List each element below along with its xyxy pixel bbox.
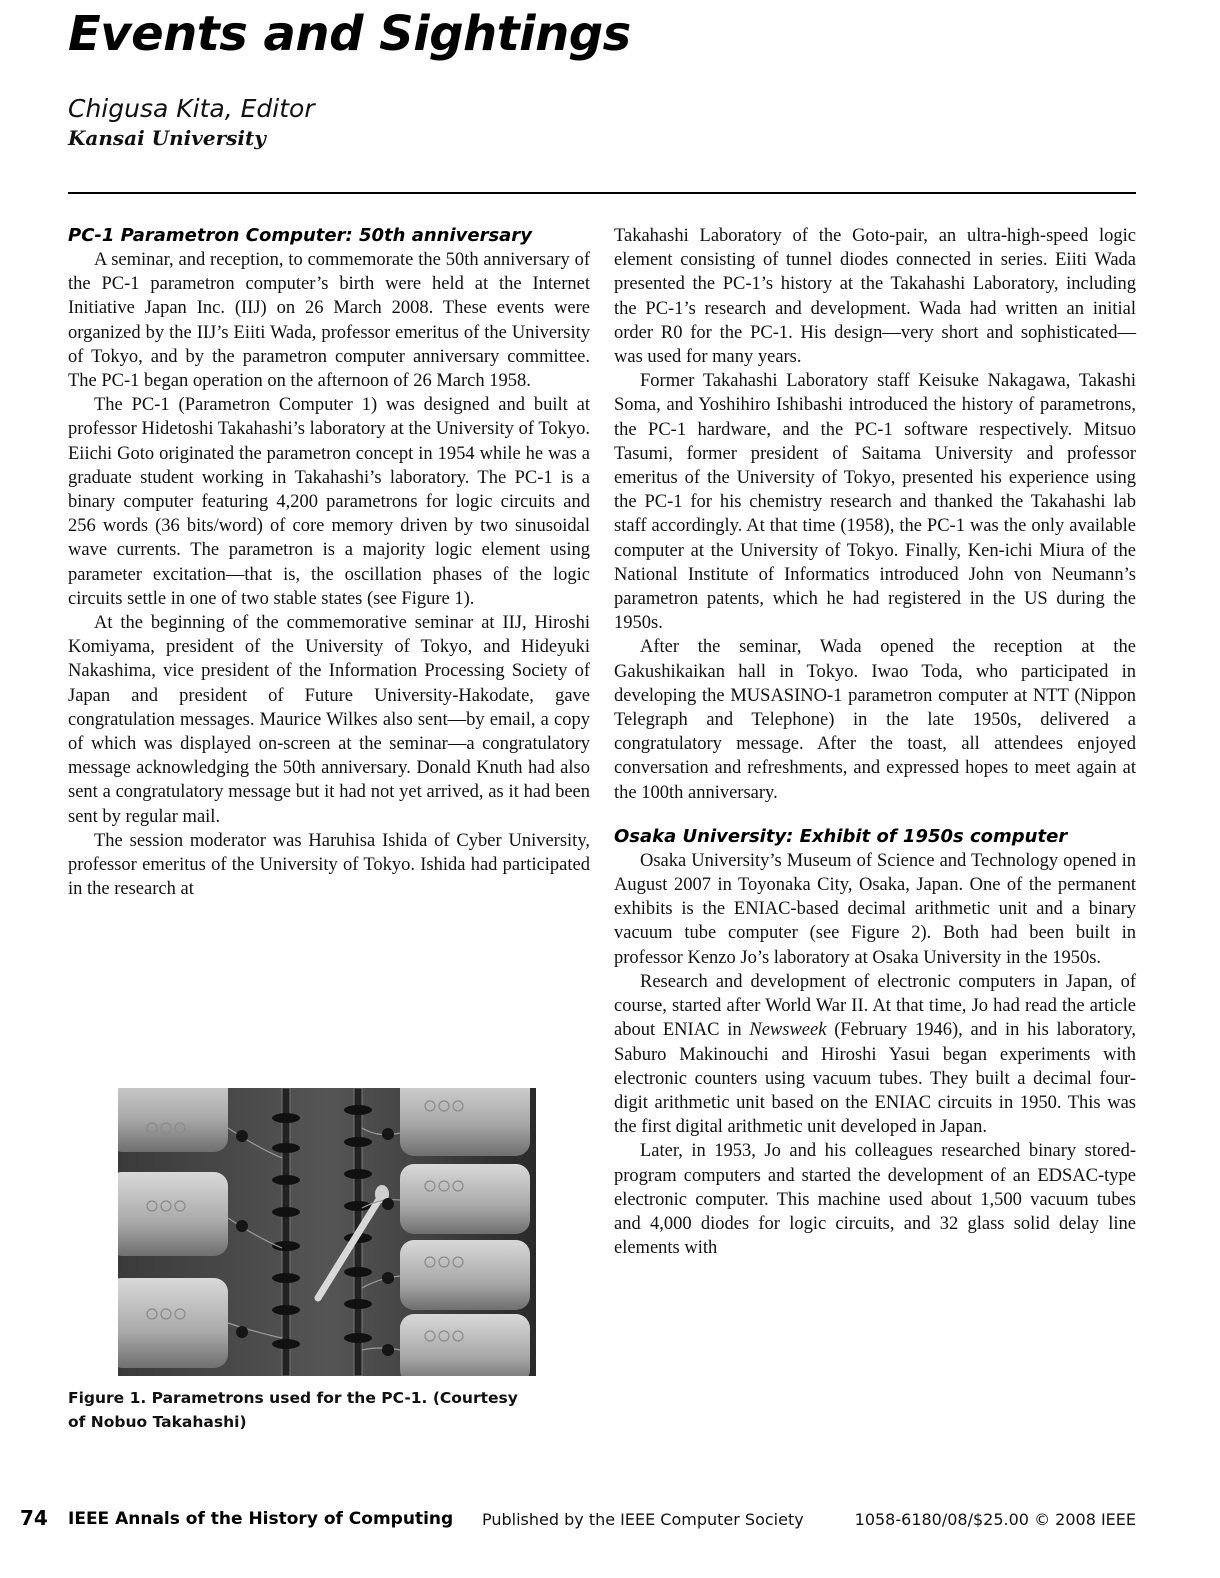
article-title-pc1: PC-1 Parametron Computer: 50th anniversary (68, 225, 532, 246)
section-title: Events and Sightings (68, 6, 631, 62)
article-title-osaka: Osaka University: Exhibit of 1950s computer (614, 825, 1068, 847)
paragraph (614, 970, 1136, 1139)
parametron-photo (118, 1088, 536, 1376)
paragraph: Former Takahashi Laboratory staff Keisuke Nakagawa, Takashi Soma, and Yoshihiro Ishibashi introduced the history of parametrons, the PC-1 hardware, and the PC-1 software respectively. Mitsuo Tasumi, former president of Saitama University and professor emeritus of the University of Tokyo, presented his experience using the PC-1 for his chemistry research and thanked the Takahashi lab staff accordingly. At that time (1958), the PC-1 was the only available computer at the University of Tokyo. Finally, Ken-ichi Miura of the National Institute of Informatics introduced John von Neumann’s parametron patents, which he had registered in the US during the 1950s. (614, 371, 1136, 634)
paragraph: The PC-1 (Parametron Computer 1) was designed and built at professor Hidetoshi Takahashi’s laboratory at the University of Tokyo. Eiichi Goto originated the parametron concept in 1954 while he was a graduate student working in Takahashi’s laboratory. The PC-1 is a binary computer featuring 4,200 parametrons for logic circuits and 256 words (36 bits/word) of core memory driven by two sinusoidal wave currents. The parametron is a majority logic element using parameter excitation—that is, the oscillation phases of the logic circuits settle in one of two stable states (see Figure 1). (68, 395, 590, 609)
page-number: 74 (20, 1506, 48, 1530)
text-run: Research and development of electronic computers in Japan, of course, started after World War II. At that time, Jo had read the article about ENIAC in (614, 971, 1136, 1041)
figure-1-caption: Figure 1. Parametrons used for the PC-1. (Courtesy of Nobuo Takahashi) (68, 1389, 518, 1431)
journal-name: IEEE Annals of the History of Computing (68, 1509, 454, 1529)
header-rule (68, 192, 1136, 194)
paragraph: At the beginning of the commemorative seminar at IIJ, Hiroshi Komiyama, president of the University of Tokyo, and Hideyuki Nakashima, vice president of the Information Processing Society of Japan and president of Future University-Hakodate, gave congratulation messages. Maurice Wilkes also sent—by email, a copy of which was displayed on-screen at the seminar—a congratulatory message acknowledging the 50th anniversary. Donald Knuth had also sent a congratulatory message but it had not yet arrived, as it had been sent by regular mail. (68, 613, 590, 827)
paragraph: After the seminar, Wada opened the reception at the Gakushikaikan hall in Tokyo. Iwao Toda, who participated in developing the MUSASINO-1 parametron computer at NTT (Nippon Telegraph and Telephone) in the late 1950s, delivered a congratulatory message. After the toast, all attendees enjoyed conversation and refreshments, and expressed hopes to meet again at the 100th anniversary. (614, 637, 1136, 803)
parametron-photo-graphic (118, 1088, 536, 1376)
publisher-line: Published by the IEEE Computer Society (482, 1510, 804, 1529)
page-footer (20, 1506, 1136, 1534)
paragraph: The session moderator was Haruhisa Ishida of Cyber University, professor emeritus of the University of Tokyo. Ishida had participated in the research at (68, 830, 590, 900)
paragraph: Later, in 1953, Jo and his colleagues researched binary stored-program computers and started the development of an EDSAC-type electronic computer. This machine used about 1,500 vacuum tubes and 4,000 diodes for logic circuits, and 32 glass solid delay line elements with (614, 1141, 1136, 1259)
right-column (614, 224, 1136, 1260)
paragraph: Osaka University’s Museum of Science and Technology opened in August 2007 in Toyonaka City, Osaka, Japan. One of the permanent exhibits is the ENIAC-based decimal arithmetic unit and a binary vacuum tube computer (see Figure 2). Both had been built in professor Kenzo Jo’s laboratory at Osaka University in the 1950s. (614, 850, 1136, 968)
editor-affiliation: Kansai University (68, 126, 266, 150)
issn-copyright: 1058-6180/08/$25.00 © 2008 IEEE (854, 1510, 1136, 1529)
paragraph: Takahashi Laboratory of the Goto-pair, an ultra-high-speed logic element consisting of tunnel diodes connected in series. Eiiti Wada presented the PC-1’s history at the Takahashi Laboratory, including the PC-1’s research and development. Wada had written an initial order R0 for the PC-1. His design—very short and sophisticated—was used for many years. (614, 226, 1136, 368)
newsweek-title: Newsweek (749, 1020, 827, 1041)
editor-name: Chigusa Kita, Editor (68, 94, 315, 123)
paragraph: A seminar, and reception, to commemorate the 50th anniversary of the PC-1 parametron computer’s birth were held at the Internet Initiative Japan Inc. (IIJ) on 26 March 2008. These events were organized by the IIJ’s Eiiti Wada, professor emeritus of the University of Tokyo, and by the parametron computer anniversary committee. The PC-1 began operation on the afternoon of 26 March 1958. (68, 250, 590, 392)
text-run: (February 1946), and in his laboratory, Saburo Makinouchi and Hiroshi Yasui began experiments with electronic counters using vacuum tubes. They built a decimal four-digit arithmetic unit based on the ENIAC circuits in 1950. This was the first digital arithmetic unit developed in Japan. (614, 1020, 1137, 1138)
figure-1 (68, 1088, 590, 1434)
left-column (68, 224, 590, 901)
